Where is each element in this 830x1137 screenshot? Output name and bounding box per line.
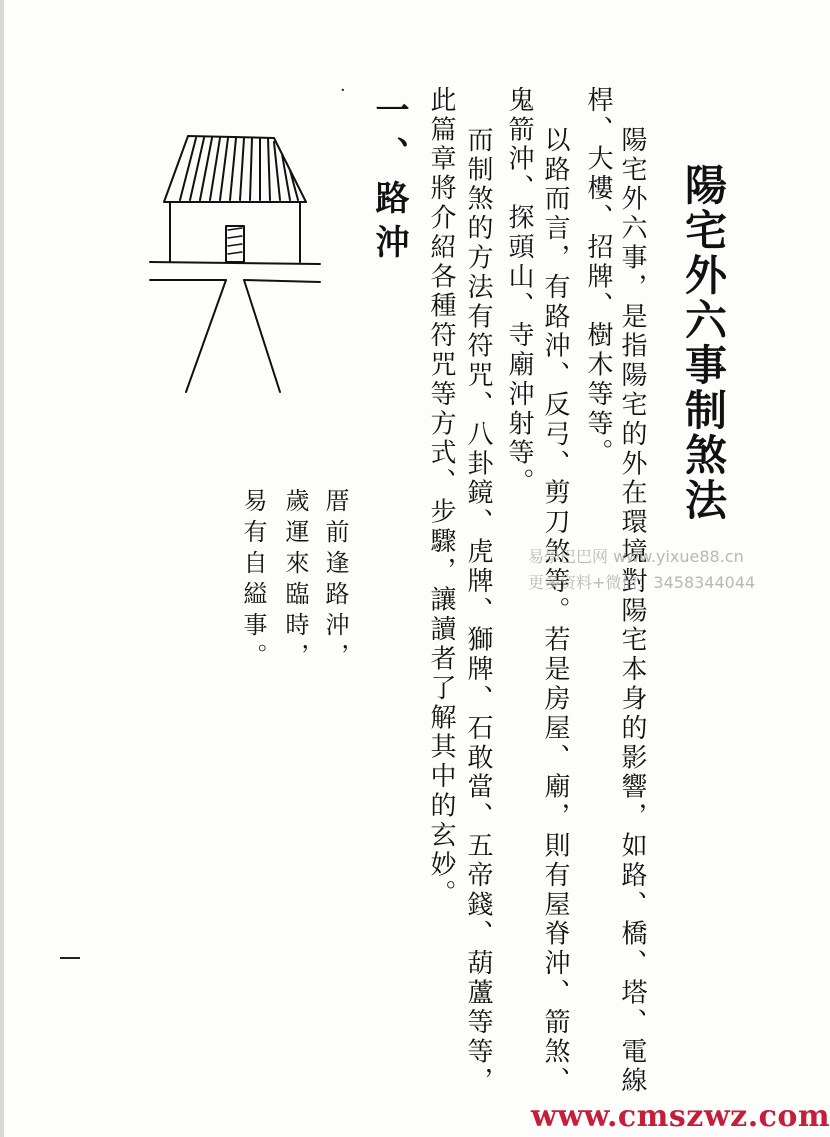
house-road-illustration bbox=[140, 130, 330, 400]
page-edge bbox=[0, 0, 4, 1137]
section-heading: 一、路沖 bbox=[369, 92, 409, 268]
poem-line-1: 厝前逢路沖， bbox=[321, 488, 349, 674]
watermark-line-2: 更多资料+微信：3458344044 bbox=[528, 573, 756, 592]
paragraph-line-4: 鬼箭沖、探頭山、寺廟沖射等。 bbox=[504, 86, 534, 498]
paragraph-line-1: 陽宅外六事，是指陽宅的外在環境對陽宅本身的影響，如路、橋、塔、電線 bbox=[617, 126, 647, 1097]
paragraph-line-2: 桿、大樓、招牌、樹木等等。 bbox=[583, 86, 613, 469]
watermark-line-1: 易學巴巴网 www.yixue88.cn bbox=[528, 547, 744, 566]
page-title: 陽宅外六事制煞法 bbox=[679, 163, 728, 523]
footer-site-url[interactable]: www.cmszwz.com bbox=[531, 1099, 830, 1134]
paragraph-line-6: 此篇章將介紹各種符咒等方式、步驟，讓讀者了解其中的玄妙。 bbox=[426, 86, 456, 910]
poem-line-2: 歲運來臨時， bbox=[281, 488, 309, 674]
paragraph-line-3: 以路而言，有路沖、反弓、剪刀煞等。若是房屋、廟，則有屋脊沖、箭煞、 bbox=[540, 126, 570, 1097]
margin-dash bbox=[60, 957, 80, 959]
poem-line-3: 易有自縊事。 bbox=[239, 488, 267, 674]
paragraph-line-5: 而制煞的方法有符咒、八卦鏡、虎牌、獅牌、石敢當、五帝錢、葫蘆等等， bbox=[463, 126, 493, 1097]
stray-mark: · bbox=[340, 80, 346, 101]
